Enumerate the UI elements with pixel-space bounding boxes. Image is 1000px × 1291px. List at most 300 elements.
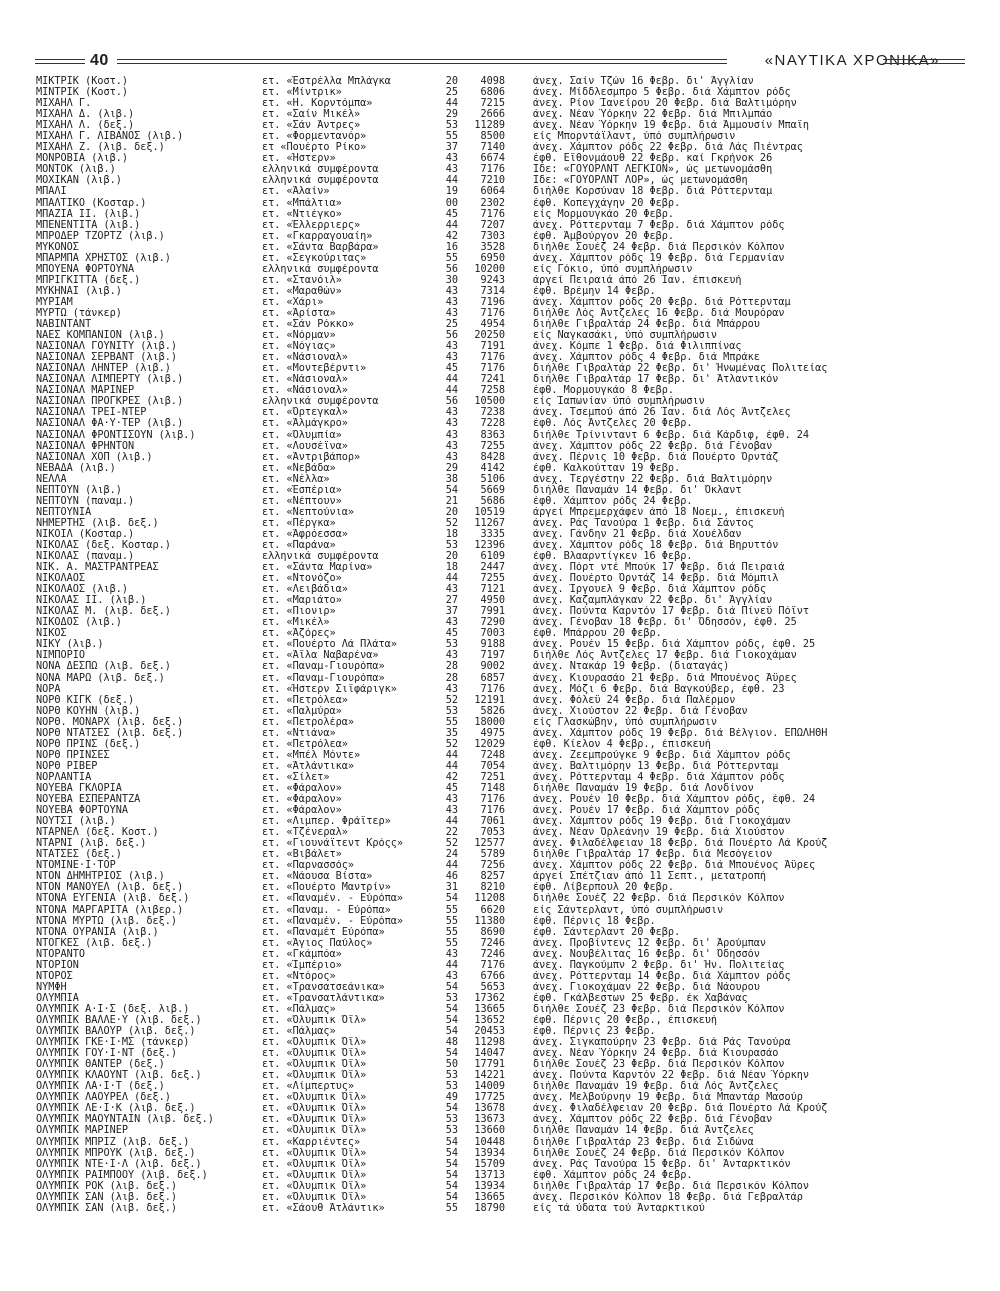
ship-position: άνεχ. Χάμπτον ρόδς 19 Φεβρ. διά Βέλγιον. ΕΠΩΛΗΘΗ (533, 727, 828, 739)
build-year: 54 (445, 1191, 458, 1203)
tonnage: 5106 (480, 473, 505, 485)
ship-position: έφθ. Λός Άντζελες 20 Φεβρ. (533, 418, 693, 430)
ship-position: έφθ. Γκάλβεστων 25 Φεβρ. έκ Χαβάνας (533, 992, 748, 1004)
ship-owner: ετ. «Γιουνάϊτεντ Κρόςς» (262, 838, 404, 850)
table-row (36, 827, 976, 838)
build-year: 55 (445, 1202, 458, 1214)
table-row (36, 242, 976, 253)
table-row (36, 595, 976, 606)
tonnage: 7061 (480, 816, 505, 828)
table-row (36, 164, 976, 175)
tonnage: 15709 (474, 1158, 505, 1170)
ship-name: ΜΙΧΑΗΛ Δ. (λιβ.) (36, 109, 135, 121)
tonnage: 13665 (474, 1003, 505, 1015)
tonnage: 6109 (480, 551, 505, 563)
ship-name: ΝΟΡΘ ΡΙΒΕΡ (36, 760, 98, 772)
table-row (36, 1114, 976, 1125)
page-number: 40 (90, 52, 109, 69)
ship-name: ΝΤΟΓΚΕΣ (λιβ. δεξ.) (36, 937, 153, 949)
ship-name: ΝΟΡΘ ΠΡΙΝΣΕΣ (36, 749, 110, 761)
tonnage: 3528 (480, 241, 505, 253)
ship-position: άνεχ. Ντακάρ 19 Φεβρ. (διαταγάς) (533, 661, 730, 673)
table-row (36, 142, 976, 153)
build-year: 54 (445, 1147, 458, 1159)
ship-owner: ετ. «Λουσέϊνα» (262, 440, 348, 452)
build-year: 55 (445, 937, 458, 949)
ship-owner: ελληνικά συμφέροντα (262, 164, 379, 176)
ship-owner: ετ. «Τζένεραλ» (262, 827, 348, 839)
ship-name: ΝΤΟΝΑ ΜΑΡΓΑΡΙΤΑ (λιβερ.) (36, 904, 184, 916)
ship-position: άνεχ. Ρίον Ίανείρου 20 Φεβρ. διά Βαλτιμόρην (533, 98, 797, 110)
ship-name: ΜΥΡΙΑΜ (36, 296, 73, 308)
ship-name: ΝΤΟΝΑ ΕΥΓΕΝΙΑ (λιβ. δεξ.) (36, 893, 190, 905)
ship-owner: ετ. «Νάσιοναλ» (262, 374, 348, 386)
ship-owner: ετ. «Λιμπερ. Φράϊτερ» (262, 816, 391, 828)
table-row (36, 661, 976, 672)
build-year: 54 (445, 484, 458, 496)
ship-owner: ετ. «Μαραθών» (262, 285, 342, 297)
build-year: 22 (445, 827, 458, 839)
ship-owner: ετ. «Όλυμπικ Όϊλ» (262, 1125, 367, 1137)
table-row (36, 573, 976, 584)
ship-owner: ελληνικά συμφέροντα (262, 175, 379, 187)
table-row (36, 452, 976, 463)
table-row (36, 706, 976, 717)
ship-position: έφθ. Λίβερπουλ 20 Φεβρ. (533, 882, 675, 894)
ship-name: ΝΟΥΕΒΑ ΓΚΛΟΡΙΑ (36, 783, 122, 794)
table-row (36, 374, 976, 385)
ship-owner: ετ. «Μπάλτια» (262, 197, 342, 209)
build-year: 42 (445, 230, 458, 242)
ship-position: άνεχ. Γάνδην 21 Φεβρ. διά Χουέλδαν (533, 528, 742, 540)
ship-position: είς Μορμουγκάο 20 Φεβρ. (533, 208, 675, 220)
ship-owner: ετ. «Ήστερν» (262, 153, 336, 165)
ship-name: ΜΟΧΙΚΑΝ (λιβ.) (36, 175, 122, 187)
ship-owner: ετ. «Παράνα» (262, 539, 336, 551)
table-row (36, 1159, 976, 1170)
build-year: 52 (445, 838, 458, 850)
build-year: 45 (445, 363, 458, 375)
build-year: 44 (445, 374, 458, 386)
ship-name: ΟΛΥΜΠΙΚ ΛΑΟΥΡΕΛ (δεξ.) (36, 1092, 171, 1104)
page-header (35, 50, 965, 74)
ship-owner: ετ. «Νεπτούνια» (262, 506, 355, 518)
ship-owner: ετ. «Άγιος Παύλος» (262, 937, 373, 949)
build-year: 43 (445, 285, 458, 297)
tonnage: 8210 (480, 882, 505, 894)
ship-position: άνεχ. Πουέρτο Όρντάζ 14 Φεβρ. διά Μόμπιλ (533, 573, 779, 585)
ship-position: άνεχ. Ράς Τανούρα 15 Φεβρ. δι' Άνταρκτικόν (533, 1158, 791, 1170)
build-year: 56 (445, 330, 458, 342)
table-row (36, 153, 976, 164)
ship-owner: ετ. «Καρριέντες» (262, 1136, 361, 1148)
table-row (36, 275, 976, 286)
table-row (36, 407, 976, 418)
ship-position: είς Γλασκώβην, ύπό συμπλήρωσιν (533, 716, 718, 728)
build-year: 50 (445, 1059, 458, 1071)
ship-position: άνεχ. Μίδδλεσμπρο 5 Φεβρ. διά Χάμπτον ρόδς (533, 87, 791, 99)
ship-name: ΝΤΟΡΑΝΤΟ (36, 948, 86, 960)
table-row (36, 650, 976, 661)
ship-position: έφθ. Σάντερλαντ 20 Φεβρ. (533, 926, 681, 938)
ship-name: ΝΑΣΙΟΝΑΛ ΧΟΠ (λιβ.) (36, 451, 153, 463)
tonnage: 2666 (480, 109, 505, 121)
tonnage: 20250 (474, 330, 505, 342)
tonnage: 7121 (480, 584, 505, 596)
ship-position: άνεχ. Παγκούμπν 2 Φεβρ. δι' Ήν. Πολιτείας (533, 959, 785, 971)
build-year: 44 (445, 749, 458, 761)
table-row (36, 860, 976, 871)
table-row (36, 805, 976, 816)
table-row (36, 1170, 976, 1181)
ship-name: ΜΙΝΤΡΙΚ (Κοστ.) (36, 87, 129, 99)
ship-name: ΝΑΣΙΟΝΑΛ ΦΡΗΝΤΟΝ (36, 440, 135, 452)
table-row (36, 816, 976, 827)
ship-owner: ετ. «Όλυμπικ Όϊλ» (262, 1169, 367, 1181)
tonnage: 4950 (480, 595, 505, 607)
build-year: 45 (445, 783, 458, 794)
ship-positions-table (36, 76, 976, 1214)
table-row (36, 1037, 976, 1048)
ship-position: άνεχ. Τεργέστην 22 Φεβρ. διά Βαλτιμόρην (533, 473, 773, 485)
ship-owner: ετ. «Πουέρτο Λά Πλάτα» (262, 639, 397, 651)
tonnage: 7255 (480, 440, 505, 452)
table-row (36, 728, 976, 739)
ship-name: ΜΥΡΤΩ (τάνκερ) (36, 307, 122, 319)
table-row (36, 352, 976, 363)
ship-name: ΝΙΚΟΔΟΣ (λιβ.) (36, 617, 122, 629)
table-row (36, 1015, 976, 1026)
table-row (36, 231, 976, 242)
build-year: 55 (445, 252, 458, 264)
ship-position: έφθ. Βλααρντίγκεν 16 Φεβρ. (533, 551, 693, 563)
tonnage: 7176 (480, 352, 505, 364)
ship-owner: ετ «Πουέρτο Ρίκο» (262, 142, 367, 154)
build-year: 43 (445, 164, 458, 176)
ship-owner: ετ. «Έσπέρια» (262, 484, 342, 496)
tonnage: 4142 (480, 462, 505, 474)
ship-position: άνεχ. Ρόττερνταμ 14 Φεβρ. διά Χάμπτον ρόδς (533, 970, 791, 982)
build-year: 54 (445, 893, 458, 905)
build-year: 29 (445, 462, 458, 474)
build-year: 53 (445, 639, 458, 651)
build-year: 43 (445, 153, 458, 165)
ship-owner: ετ. «Ντονόζο» (262, 573, 342, 585)
table-row (36, 1192, 976, 1203)
ship-position: άνεχ. Πούντα Καρντόν 22 Φεβρ. διά Νέαν Ύόρκην (533, 1070, 810, 1082)
build-year: 43 (445, 970, 458, 982)
build-year: 43 (445, 296, 458, 308)
table-row (36, 551, 976, 562)
ship-name: ΜΠΟΥΕΝΑ ΦΟΡΤΟΥΝΑ (36, 263, 135, 275)
build-year: 25 (445, 87, 458, 99)
build-year: 56 (445, 263, 458, 275)
ship-name: ΜΙΧΑΗΛ Γ. ΛΙΒΑΝΟΣ (λιβ.) (36, 131, 184, 143)
tonnage: 7290 (480, 617, 505, 629)
ship-position: άνεχ. Καζαμπλάγκαν 22 Φεβρ. δι' Άγγλίαν (533, 595, 773, 607)
tonnage: 7176 (480, 307, 505, 319)
table-row (36, 606, 976, 617)
ship-position: διήλθε Λός Άντζελες 16 Φεβρ. διά Μουρόραν (533, 307, 785, 319)
ship-name: ΟΛΥΜΠΙΚ ΣΑΝ (λιβ. δεξ.) (36, 1202, 178, 1214)
ship-name: ΜΠΑΡΜΠΑ ΧΡΗΣΤΟΣ (λιβ.) (36, 252, 171, 264)
ship-position: διήλθε Γιβραλτάρ 24 Φεβρ. διά Μπάρρου (533, 319, 760, 331)
tonnage: 17791 (474, 1059, 505, 1071)
ship-name: ΜΟΝΡΟΒΙΑ (λιβ.) (36, 153, 129, 165)
ship-position: άνεχ. Φιλαδέλφειαν 20 Φεβρ. διά Πουέρτο Λά Κρούζ (533, 1103, 828, 1115)
ship-name: ΟΛΥΜΠΙΚ ΘΑΝΤΕΡ (δεξ.) (36, 1059, 165, 1071)
tonnage: 7176 (480, 683, 505, 695)
tonnage: 11289 (474, 120, 505, 132)
build-year: 21 (445, 495, 458, 507)
build-year: 55 (445, 131, 458, 143)
ship-position: άνεχ. Ράς Τανούρα 1 Φεβρ. διά Σάντος (533, 517, 754, 529)
build-year: 44 (445, 959, 458, 971)
ship-owner: ετ. «Στανόιλ» (262, 274, 342, 286)
ship-name: ΝΙΚΥ (λιβ.) (36, 639, 104, 651)
ship-owner: ετ. «Πετρόλεα» (262, 694, 348, 706)
table-row (36, 109, 976, 120)
ship-owner: ετ. «Άλμάγκρο» (262, 418, 348, 430)
tonnage: 5826 (480, 705, 505, 717)
ship-owner: ετ. «Σάουθ Άτλάντικ» (262, 1202, 385, 1214)
ship-name: ΝΑΣΙΟΝΑΛ ΛΗΝΤΕΡ (λιβ.) (36, 363, 171, 375)
ship-owner: ετ. «Νόγιας» (262, 341, 336, 353)
ship-owner: ετ. «Τρανσατσεάνικα» (262, 981, 385, 993)
tonnage: 7258 (480, 385, 505, 397)
table-row (36, 175, 976, 186)
ship-name: ΝΑΣΙΟΝΑΛ ΛΙΜΠΕΡΤΥ (λιβ.) (36, 374, 184, 386)
build-year: 43 (445, 650, 458, 662)
ship-name: ΝΙΚΟΛΑΟΣ (36, 573, 86, 585)
ship-name: ΝΑΣΙΟΝΑΛ ΤΡΕΙ-ΝΤΕΡ (36, 407, 147, 419)
ship-name: ΝΟΡΛΑΝΤΙΑ (36, 771, 92, 783)
tonnage: 7256 (480, 860, 505, 872)
ship-position: διήλθε Τρίνινταντ 6 Φεβρ. διά Κάρδιφ, έφθ. 24 (533, 429, 810, 441)
tonnage: 5669 (480, 484, 505, 496)
ship-owner: ετ. «Σίλετ» (262, 771, 330, 783)
table-row (36, 673, 976, 684)
build-year: 44 (445, 816, 458, 828)
table-row (36, 474, 976, 485)
ship-owner: ετ. «Ήστερν Σιϊφάριγκ» (262, 683, 397, 695)
build-year: 54 (445, 1136, 458, 1148)
build-year: 46 (445, 871, 458, 883)
ship-name: ΝΤΑΡΝΙ (λιβ. δεξ.) (36, 838, 147, 850)
build-year: 43 (445, 584, 458, 596)
ship-owner: ετ. «Όλυμπικ Όϊλ» (262, 1114, 367, 1126)
ship-position: άνεχ. Νουβέλιτας 16 Φεβρ. δι' Όδησσόν (533, 948, 760, 960)
ship-owner: ετ. «Παλμύρα» (262, 705, 342, 717)
ship-name: ΝΑΣΙΟΝΑΛ ΦΑ·Υ·ΤΕΡ (λιβ.) (36, 418, 184, 430)
tonnage: 6064 (480, 186, 505, 198)
ship-owner: ετ. «Σεγκούριτας» (262, 252, 367, 264)
build-year: 20 (445, 76, 458, 87)
ship-owner: ετ. «Όλυμπικ Όϊλ» (262, 1147, 367, 1159)
ship-owner: ετ. «Νεβάδα» (262, 462, 336, 474)
table-row (36, 98, 976, 109)
build-year: 44 (445, 219, 458, 231)
ship-position: Ίδε: «ΓΟΥΟΡΛΝΤ ΛΕΓΚΙΟΝ», ώς μετωνομάσθη (533, 164, 773, 176)
ship-name: ΟΛΥΜΠΙΚ ΛΑ·Ι·Τ (δεξ.) (36, 1081, 165, 1093)
table-row (36, 186, 976, 197)
ship-name: ΝΤΟΜΙΝΕ·Ι·ΤΟΡ (36, 860, 116, 872)
ship-name: ΝΟΝΑ ΜΑΡΩ (λιβ. δεξ.) (36, 672, 165, 684)
ship-owner: ετ. «Παναμέτ Εύρόπα» (262, 926, 385, 938)
ship-position: διήλθε Γιβραλτάρ 17 Φεβρ. διά Μεσόγειον (533, 849, 773, 861)
build-year: 53 (445, 992, 458, 1004)
table-row (36, 1048, 976, 1059)
ship-owner: ετ. «Νέλλα» (262, 473, 330, 485)
ship-name: ΝΕΒΑΔΑ (λιβ.) (36, 462, 116, 474)
ship-name: ΟΛΥΜΠΙΚ ΓΟΥ·Ι·ΝΤ (δεξ.) (36, 1048, 178, 1060)
ship-name: ΝΙΚ. Α. ΜΑΣΤΡΑΝΤΡΕΑΣ (36, 562, 159, 574)
tonnage: 9243 (480, 274, 505, 286)
tonnage: 8363 (480, 429, 505, 441)
build-year: 54 (445, 1014, 458, 1026)
ship-position: άνεχ. Χιούστον 22 Φεβρ. διά Γένοβαν (533, 705, 748, 717)
tonnage: 7210 (480, 175, 505, 187)
ship-name: ΜΙΧΑΗΛ Ζ. (λιβ. δεξ.) (36, 142, 165, 154)
ship-position: έφθ. Χάμπτον ρόδς 24 Φεβρ. (533, 495, 693, 507)
ship-name: ΝΑΕΣ ΚΟΜΠΑΝΙΟΝ (λιβ.) (36, 330, 165, 342)
ship-name: ΟΛΥΜΠΙΚ ΜΑΟΥΝΤΑΙΝ (λιβ. δεξ.) (36, 1114, 214, 1126)
tonnage: 8690 (480, 926, 505, 938)
ship-owner: ετ. «Βιβάλετ» (262, 849, 342, 861)
ship-position: άνεχ. Ρόττερνταμ 7 Φεβρ. διά Χάμπτον ρόδς (533, 219, 785, 231)
build-year: 00 (445, 197, 458, 209)
tonnage: 13665 (474, 1191, 505, 1203)
build-year: 31 (445, 882, 458, 894)
tonnage: 12577 (474, 838, 505, 850)
ship-name: ΝΑΣΙΟΝΑΛ ΦΡΟΝΤΙΣΟΥΝ (λιβ.) (36, 429, 196, 441)
table-row (36, 297, 976, 308)
table-row (36, 739, 976, 750)
ship-position: άνεχ. Χάμπτον ρόδς 22 Φεβρ. διά Μπουένος Άϋρες (533, 860, 816, 872)
tonnage: 11380 (474, 915, 505, 927)
ship-owner: ετ. «Σάντα Μαρίνα» (262, 562, 373, 574)
build-year: 37 (445, 142, 458, 154)
ship-name: ΝΟΡΘ ΝΤΑΤΣΕΣ (λιβ. δεξ.) (36, 727, 184, 739)
tonnage: 14009 (474, 1081, 505, 1093)
table-row (36, 264, 976, 275)
tonnage: 5653 (480, 981, 505, 993)
ship-position: διήλθε Γιβραλτάρ 22 Φεβρ. δι' Ήνωμένας Πολιτείας (533, 363, 828, 375)
tonnage: 5789 (480, 849, 505, 861)
build-year: 52 (445, 517, 458, 529)
build-year: 19 (445, 186, 458, 198)
ship-owner: ετ. «Νόρμαν» (262, 330, 336, 342)
ship-position: άνεχ. Φιλαδέλφειαν 18 Φεβρ. διά Πουέρτο Λά Κρούζ (533, 838, 828, 850)
ship-position: έφθ. Πέρνις 20 Φεβρ., έπισκευή (533, 1014, 718, 1026)
ship-position: έφθ. Κίελον 4 Φεβρ., έπισκευή (533, 738, 711, 750)
build-year: 24 (445, 849, 458, 861)
build-year: 54 (445, 1180, 458, 1192)
tonnage: 7054 (480, 760, 505, 772)
ship-name: ΝΙΚΟΛΑΣ (δεξ. Κοσταρ.) (36, 539, 171, 551)
tonnage: 6620 (480, 904, 505, 916)
tonnage: 3335 (480, 528, 505, 540)
build-year: 53 (445, 539, 458, 551)
table-row (36, 982, 976, 993)
build-year: 48 (445, 1037, 458, 1049)
ship-name: ΝΙΚΟΛΑΣ Μ. (λιβ. δεξ.) (36, 606, 171, 618)
ship-name: ΟΛΥΜΠΙΚ ΝΤΕ·Ι·Λ (λιβ. δεξ.) (36, 1158, 202, 1170)
ship-owner: ετ. «Άντριβάπορ» (262, 451, 361, 463)
ship-position: άργεί Μπρεμερχάφεν άπό 18 Νοεμ., έπισκευή (533, 506, 785, 518)
ship-position: διήλθε Παναμάν 14 Φεβρ. διά Άντζελες (533, 1125, 754, 1137)
tonnage: 18790 (474, 1202, 505, 1214)
ship-name: ΝΕΠΤΟΥΝ (παναμ.) (36, 495, 135, 507)
ship-owner: ετ. «Φορμεντανόρ» (262, 131, 367, 143)
tonnage: 8428 (480, 451, 505, 463)
ship-owner: ετ. «Όλυμπικ Όϊλ» (262, 1037, 367, 1049)
ship-owner: ετ. «Μοντεβέρντι» (262, 363, 367, 375)
table-row (36, 540, 976, 551)
ship-owner: ετ. «Ντιάνα» (262, 727, 336, 739)
table-row (36, 794, 976, 805)
table-row (36, 927, 976, 938)
table-row (36, 209, 976, 220)
ship-name: ΝΑΣΙΟΝΑΛ ΓΟΥΝΙΤΥ (λιβ.) (36, 341, 178, 353)
build-year: 56 (445, 396, 458, 408)
ship-position: άνεχ. Νέαν Ύόρκην 19 Φεβρ. διά Άμμουσίν Μπαϊη (533, 120, 810, 132)
ship-position: άνεχ. Πούντα Καρντόν 17 Φεβρ. διά Πίνεϋ Πόϊντ (533, 606, 810, 618)
build-year: 53 (445, 1070, 458, 1082)
ship-name: ΝΙΚΟΛΑΣ (παναμ.) (36, 551, 135, 563)
build-year: 37 (445, 606, 458, 618)
ship-position: διήλθε Λός Άντζελες 17 Φεβρ. διά Γιοκοχάμαν (533, 650, 797, 662)
table-row (36, 1004, 976, 1015)
table-row (36, 1103, 976, 1114)
table-row (36, 253, 976, 264)
ship-position: άνεχ. Τσεμπού άπό 26 Ίαν. διά Λός Άντζελες (533, 407, 791, 419)
table-row (36, 198, 976, 209)
table-row (36, 761, 976, 772)
tonnage: 7176 (480, 363, 505, 375)
ship-position: διήλθε Σουέζ 23 Φεβρ. διά Περσικόν Κόλπον (533, 1059, 785, 1071)
ship-position: είς Μπορντάϊλαντ, ύπό συμπλήρωσιν (533, 131, 736, 143)
ship-owner: ετ. «Μικέλ» (262, 617, 330, 629)
ship-name: ΜΙΚΤΡΙΚ (Κοστ.) (36, 76, 129, 87)
ship-name: ΝΑΣΙΟΝΑΛ ΣΕΡΒΑΝΤ (λιβ.) (36, 352, 178, 364)
build-year: 45 (445, 628, 458, 640)
table-row (36, 882, 976, 893)
ship-position: διήλθε Γιβραλτάρ 23 Φεβρ. διά Σιδώνα (533, 1136, 754, 1148)
tonnage: 7053 (480, 827, 505, 839)
ship-position: άνεχ. Χάμπτον ρόδς 22 Φεβρ. διά Λάς Πιέντρας (533, 142, 803, 154)
table-row (36, 507, 976, 518)
ship-owner: ετ. «Φάραλον» (262, 783, 342, 794)
table-row (36, 363, 976, 374)
ship-name: ΝΙΚΟΛΑΟΣ (λιβ.) (36, 584, 129, 596)
tonnage: 7176 (480, 794, 505, 806)
ship-position: έφθ. Άμβούργον 20 Φεβρ. (533, 230, 675, 242)
header-rule-middle (117, 59, 727, 64)
table-row (36, 949, 976, 960)
ship-owner: ετ. «Έστρέλλα Μπλάγκα (262, 76, 391, 87)
ship-position: διήλθε Κορσύναν 18 Φεβρ. διά Ρόττερνταμ (533, 186, 773, 198)
build-year: 54 (445, 1169, 458, 1181)
ship-name: ΝΕΠΤΟΥΝ (λιβ.) (36, 484, 122, 496)
table-row (36, 463, 976, 474)
build-year: 29 (445, 109, 458, 121)
table-row (36, 286, 976, 297)
table-row (36, 783, 976, 794)
table-row (36, 529, 976, 540)
ship-owner: ετ. «Γκαρραγουαίη» (262, 230, 373, 242)
ship-position: άνεχ. Μόζι 6 Φεβρ. διά Βαγκούβερ, έφθ. 23 (533, 683, 785, 695)
